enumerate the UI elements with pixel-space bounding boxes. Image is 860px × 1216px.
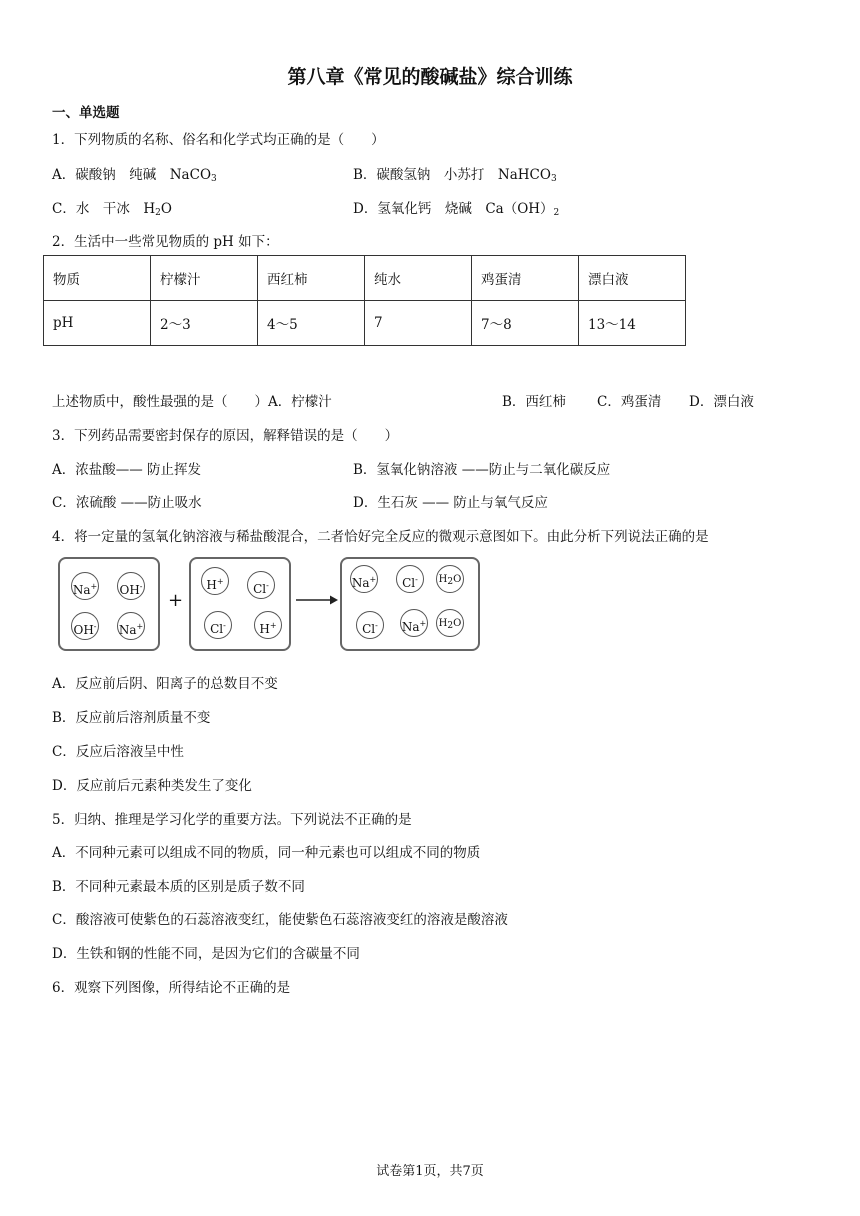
question-3-stem: 3．下列药品需要密封保存的原因，解释错误的是（ ） (52, 428, 399, 444)
question-1-option-c[interactable]: C．水 干冰 $H_2O$ (52, 201, 172, 218)
question-5-option-b[interactable]: B．不同种元素最本质的区别是质子数不同 (52, 879, 305, 895)
table-cell: 2～3 (151, 301, 258, 346)
table-cell: 13～14 (579, 301, 686, 346)
question-5-option-c[interactable]: C．酸溶液可使紫色的石蕊溶液变红，能使紫色石蕊溶液变红的溶液是酸溶液 (52, 912, 508, 928)
question-4-option-c[interactable]: C．反应后溶液呈中性 (52, 744, 184, 760)
table-cell: 鸡蛋清 (472, 256, 579, 301)
molecule-circle: $H_2O$ (436, 565, 464, 593)
table-cell: 4～5 (258, 301, 365, 346)
question-1-option-a[interactable]: A．碳酸钠 纯碱 NaCO$_3$ (52, 167, 217, 184)
page-footer: 试卷第1页，共7页 (376, 1164, 484, 1179)
question-1-option-b[interactable]: B．碳酸氢钠 小苏打 NaHCO$_3$ (353, 167, 557, 184)
table-cell: 纯水 (365, 256, 472, 301)
question-2-option-d[interactable]: D．漂白液 (689, 394, 754, 410)
ion-circle: OH- (117, 572, 145, 600)
question-5-stem: 5．归纳、推理是学习化学的重要方法。下列说法不正确的是 (52, 812, 412, 828)
question-4-option-d[interactable]: D．反应前后元素种类发生了变化 (52, 778, 252, 794)
ion-circle: Cl- (396, 565, 424, 593)
question-4-option-a[interactable]: A．反应前后阴、阳离子的总数目不变 (52, 676, 278, 692)
table-cell: 7 (365, 301, 472, 346)
arrow-right-icon (296, 594, 338, 606)
question-2-option-c[interactable]: C．鸡蛋清 (597, 394, 662, 410)
reactant-box-naoh (58, 557, 160, 651)
section-heading: 一、单选题 (52, 105, 120, 121)
table-cell: 物质 (44, 256, 151, 301)
ion-circle: Na+ (400, 609, 428, 637)
question-2-option-b[interactable]: B．西红柿 (502, 394, 566, 410)
table-header-row (44, 256, 686, 301)
question-3-option-a[interactable]: A．浓盐酸—— 防止挥发 (52, 462, 202, 478)
ph-table (43, 255, 686, 346)
reactant-box-hcl (189, 557, 291, 651)
table-cell: 西红柿 (258, 256, 365, 301)
question-4-option-b[interactable]: B．反应前后溶剂质量不变 (52, 710, 211, 726)
question-4-stem: 4．将一定量的氢氧化钠溶液与稀盐酸混合，二者恰好完全反应的微观示意图如下。由此分析下列说法正确的是 (52, 529, 709, 545)
ion-circle: H+ (254, 611, 282, 639)
table-row (44, 301, 686, 346)
table-cell: 漂白液 (579, 256, 686, 301)
table-cell: pH (44, 301, 151, 346)
question-2-prompt-option-a[interactable]: 上述物质中，酸性最强的是（ ）A．柠檬汁 (52, 394, 332, 410)
table-cell: 7～8 (472, 301, 579, 346)
question-1-option-d[interactable]: D．氢氧化钙 烧碱 $Ca(OH)_2$ (353, 201, 560, 218)
question-6-stem: 6．观察下列图像，所得结论不正确的是 (52, 980, 291, 996)
question-5-option-a[interactable]: A．不同种元素可以组成不同的物质，同一种元素也可以组成不同的物质 (52, 845, 481, 861)
ion-circle: Na+ (117, 612, 145, 640)
page-title: 第八章《常见的酸碱盐》综合训练 (287, 66, 573, 88)
ion-circle: Na+ (71, 572, 99, 600)
molecule-circle: $H_2O$ (436, 609, 464, 637)
question-3-option-d[interactable]: D．生石灰 —— 防止与氧气反应 (353, 495, 548, 511)
ion-circle: H+ (201, 567, 229, 595)
ion-circle: Cl- (247, 571, 275, 599)
table-cell: 柠檬汁 (151, 256, 258, 301)
question-3-option-c[interactable]: C．浓硫酸 ——防止吸水 (52, 495, 202, 511)
product-box (340, 557, 480, 651)
ion-circle: Cl- (356, 611, 384, 639)
question-1-stem: 1．下列物质的名称、俗名和化学式均正确的是（ ） (52, 132, 385, 148)
question-3-option-b[interactable]: B．氢氧化钠溶液 ——防止与二氧化碳反应 (353, 462, 611, 478)
ion-circle: Cl- (204, 611, 232, 639)
ion-circle: OH- (71, 612, 99, 640)
plus-sign: + (168, 590, 184, 611)
ion-circle: Na+ (350, 565, 378, 593)
question-2-stem: 2．生活中一些常见物质的 pH 如下： (52, 234, 279, 250)
question-5-option-d[interactable]: D．生铁和钢的性能不同，是因为它们的含碳量不同 (52, 946, 360, 962)
